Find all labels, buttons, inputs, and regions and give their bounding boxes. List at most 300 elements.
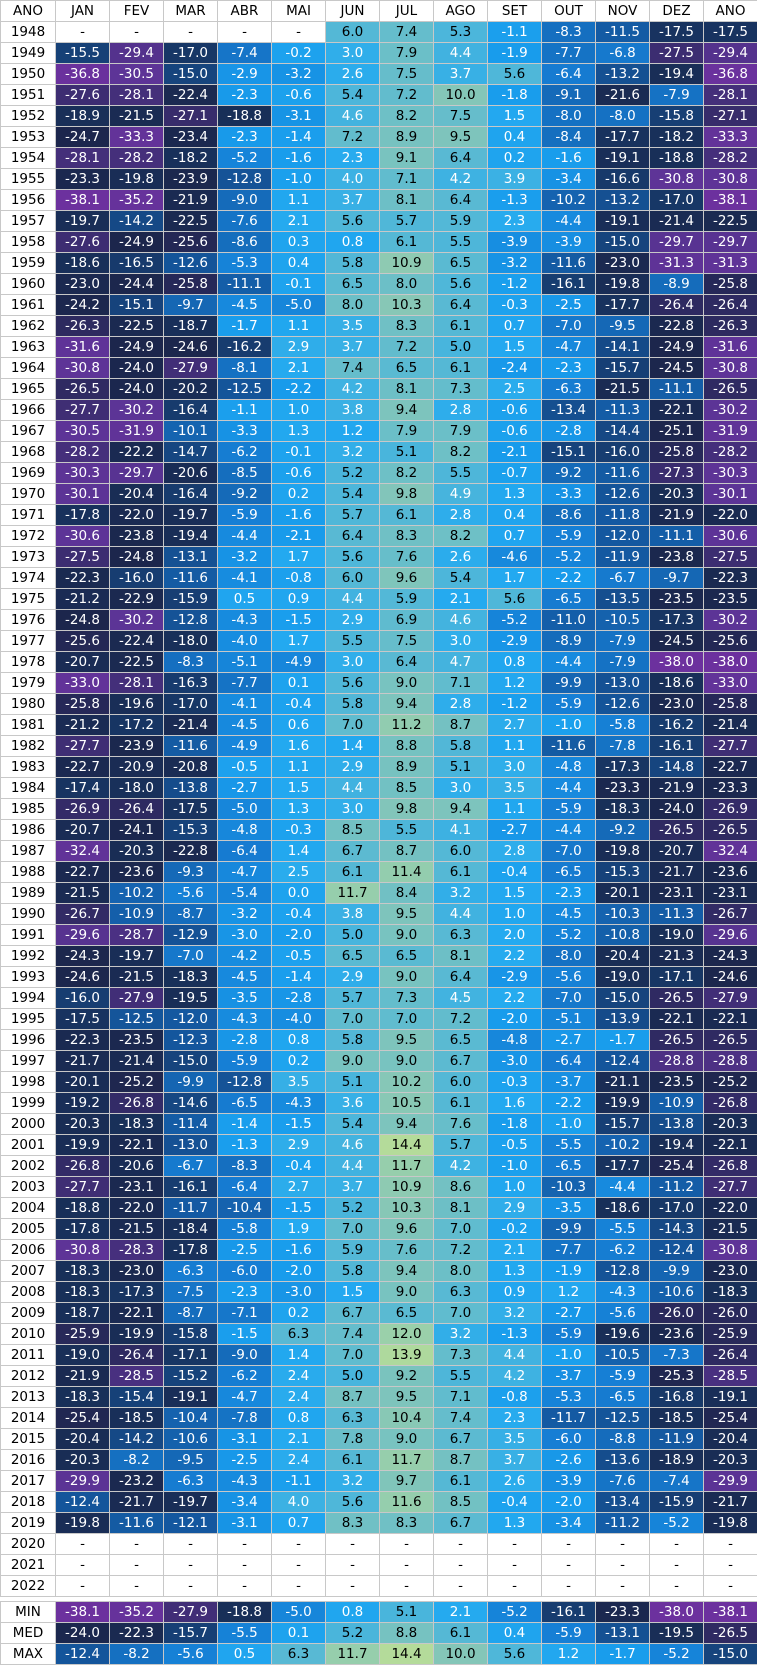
value-cell: 7.9 <box>380 421 434 442</box>
value-cell: 6.5 <box>380 358 434 379</box>
value-cell: 1.5 <box>272 778 326 799</box>
value-cell: -4.3 <box>596 1282 650 1303</box>
value-cell: 1.5 <box>488 106 542 127</box>
value-cell: -23.5 <box>650 1072 704 1093</box>
table-row <box>1 589 757 610</box>
value-cell: - <box>272 1576 326 1597</box>
value-cell: -29.9 <box>56 1471 110 1492</box>
value-cell: -28.2 <box>56 442 110 463</box>
value-cell: 6.0 <box>326 568 380 589</box>
value-cell: -1.4 <box>272 127 326 148</box>
value-cell: 5.3 <box>434 22 488 43</box>
table-row <box>1 1471 757 1492</box>
annual-value-cell: -21.5 <box>704 1219 757 1240</box>
value-cell: 7.2 <box>380 337 434 358</box>
value-cell: -12.0 <box>164 1009 218 1030</box>
value-cell: -0.5 <box>218 757 272 778</box>
value-cell: 5.7 <box>380 211 434 232</box>
value-cell: -17.1 <box>164 1345 218 1366</box>
value-cell: -5.6 <box>542 967 596 988</box>
value-cell: -20.6 <box>110 1156 164 1177</box>
value-cell: -11.6 <box>164 568 218 589</box>
value-cell: -25.6 <box>164 232 218 253</box>
value-cell: 7.0 <box>326 1219 380 1240</box>
value-cell: 3.5 <box>488 778 542 799</box>
value-cell: 2.1 <box>434 1602 488 1623</box>
value-cell: -12.5 <box>596 1408 650 1429</box>
value-cell: -28.5 <box>110 1366 164 1387</box>
value-cell: 6.5 <box>380 946 434 967</box>
value-cell: 6.1 <box>434 316 488 337</box>
year-cell: 1948 <box>1 22 56 43</box>
value-cell: -7.6 <box>218 211 272 232</box>
value-cell: -21.7 <box>650 862 704 883</box>
annual-value-cell: -15.0 <box>704 1644 757 1665</box>
year-cell: 2022 <box>1 1576 56 1597</box>
value-cell: -16.4 <box>164 484 218 505</box>
stat-label: MIN <box>1 1602 56 1623</box>
value-cell: -17.8 <box>56 505 110 526</box>
annual-value-cell: -26.3 <box>704 316 757 337</box>
value-cell: 0.2 <box>272 1051 326 1072</box>
value-cell: 7.1 <box>380 169 434 190</box>
value-cell: -2.2 <box>272 379 326 400</box>
value-cell: -15.1 <box>110 295 164 316</box>
value-cell: -21.9 <box>650 505 704 526</box>
value-cell: -6.2 <box>218 1366 272 1387</box>
year-cell: 2008 <box>1 1282 56 1303</box>
value-cell: 3.5 <box>488 1429 542 1450</box>
annual-value-cell: -20.3 <box>704 1114 757 1135</box>
table-row <box>1 127 757 148</box>
value-cell: -8.0 <box>542 946 596 967</box>
value-cell: 14.4 <box>380 1135 434 1156</box>
value-cell: -5.8 <box>596 715 650 736</box>
value-cell: -4.8 <box>542 757 596 778</box>
value-cell: 4.4 <box>326 778 380 799</box>
value-cell: -13.2 <box>596 190 650 211</box>
annual-value-cell: -27.7 <box>704 1177 757 1198</box>
value-cell: 2.1 <box>272 1429 326 1450</box>
value-cell: -15.7 <box>164 1623 218 1644</box>
table-row <box>1 904 757 925</box>
table-row <box>1 43 757 64</box>
value-cell: -35.2 <box>110 1602 164 1623</box>
value-cell: -15.0 <box>164 1051 218 1072</box>
value-cell: 13.9 <box>380 1345 434 1366</box>
value-cell: -12.9 <box>164 925 218 946</box>
value-cell: -24.8 <box>110 547 164 568</box>
value-cell: - <box>434 1555 488 1576</box>
year-cell: 2005 <box>1 1219 56 1240</box>
value-cell: -19.7 <box>164 505 218 526</box>
value-cell: -1.1 <box>218 400 272 421</box>
value-cell: -16.6 <box>596 169 650 190</box>
year-cell: 2007 <box>1 1261 56 1282</box>
value-cell: -6.3 <box>164 1471 218 1492</box>
value-cell: 7.8 <box>326 1429 380 1450</box>
value-cell: -2.0 <box>272 1261 326 1282</box>
value-cell: 2.9 <box>272 1135 326 1156</box>
value-cell: -3.7 <box>542 1072 596 1093</box>
value-cell: -18.8 <box>218 106 272 127</box>
table-row <box>1 505 757 526</box>
value-cell: 7.0 <box>326 1009 380 1030</box>
value-cell: 7.5 <box>434 106 488 127</box>
value-cell: -12.4 <box>596 1051 650 1072</box>
year-cell: 1982 <box>1 736 56 757</box>
value-cell: -17.7 <box>596 295 650 316</box>
value-cell: -20.3 <box>56 1450 110 1471</box>
value-cell: -8.8 <box>596 1429 650 1450</box>
value-cell: -27.6 <box>56 232 110 253</box>
value-cell: 7.1 <box>434 1387 488 1408</box>
year-cell: 1959 <box>1 253 56 274</box>
value-cell: -0.6 <box>488 400 542 421</box>
annual-value-cell: -25.8 <box>704 694 757 715</box>
value-cell: -0.2 <box>272 43 326 64</box>
table-row <box>1 1513 757 1534</box>
annual-value-cell: -33.3 <box>704 127 757 148</box>
value-cell: -1.3 <box>218 1135 272 1156</box>
year-cell: 2003 <box>1 1177 56 1198</box>
value-cell: 1.1 <box>488 799 542 820</box>
annual-value-cell: -29.7 <box>704 232 757 253</box>
annual-value-cell: -20.4 <box>704 1429 757 1450</box>
value-cell: 9.5 <box>380 1387 434 1408</box>
value-cell: -18.8 <box>56 1198 110 1219</box>
value-cell: -7.6 <box>596 1471 650 1492</box>
value-cell: -18.7 <box>164 316 218 337</box>
year-cell: 1971 <box>1 505 56 526</box>
table-row <box>1 946 757 967</box>
table-row <box>1 526 757 547</box>
value-cell: -12.8 <box>164 610 218 631</box>
value-cell: -6.2 <box>218 442 272 463</box>
annual-value-cell: -26.5 <box>704 1030 757 1051</box>
year-cell: 1986 <box>1 820 56 841</box>
value-cell: -5.3 <box>542 1387 596 1408</box>
value-cell: -18.6 <box>56 253 110 274</box>
value-cell: -32.4 <box>56 841 110 862</box>
value-cell: -13.5 <box>596 589 650 610</box>
value-cell: -22.5 <box>110 316 164 337</box>
value-cell: 5.4 <box>326 85 380 106</box>
annual-value-cell: -38.1 <box>704 190 757 211</box>
value-cell: -16.8 <box>650 1387 704 1408</box>
annual-value-cell: - <box>704 1576 757 1597</box>
value-cell: -13.1 <box>596 1623 650 1644</box>
table-row <box>1 778 757 799</box>
value-cell: -1.6 <box>542 148 596 169</box>
value-cell: 1.6 <box>488 1093 542 1114</box>
table-row <box>1 736 757 757</box>
table-row <box>1 1135 757 1156</box>
year-cell: 2018 <box>1 1492 56 1513</box>
value-cell: - <box>326 1576 380 1597</box>
annual-value-cell: -19.8 <box>704 1513 757 1534</box>
value-cell: -23.1 <box>650 883 704 904</box>
table-row <box>1 694 757 715</box>
value-cell: -14.4 <box>596 421 650 442</box>
value-cell: 9.2 <box>380 1366 434 1387</box>
value-cell: -4.0 <box>272 1009 326 1030</box>
value-cell: - <box>56 1534 110 1555</box>
value-cell: 2.8 <box>434 400 488 421</box>
value-cell: -30.1 <box>56 484 110 505</box>
table-row <box>1 400 757 421</box>
value-cell: -2.5 <box>542 295 596 316</box>
value-cell: -16.1 <box>542 274 596 295</box>
value-cell: -19.6 <box>110 694 164 715</box>
value-cell: -25.3 <box>650 1366 704 1387</box>
value-cell: -13.0 <box>164 1135 218 1156</box>
year-cell: 1991 <box>1 925 56 946</box>
table-row <box>1 1555 757 1576</box>
annual-value-cell: -28.5 <box>704 1366 757 1387</box>
value-cell: -18.2 <box>650 127 704 148</box>
value-cell: -7.0 <box>542 841 596 862</box>
value-cell: 11.7 <box>326 883 380 904</box>
value-cell: 1.2 <box>326 421 380 442</box>
year-cell: 2012 <box>1 1366 56 1387</box>
value-cell: -1.0 <box>542 1114 596 1135</box>
value-cell: -5.9 <box>542 1623 596 1644</box>
table-row <box>1 85 757 106</box>
value-cell: 1.1 <box>272 190 326 211</box>
table-row <box>1 1282 757 1303</box>
value-cell: -24.6 <box>56 967 110 988</box>
value-cell: -24.6 <box>164 337 218 358</box>
value-cell: 2.2 <box>488 988 542 1009</box>
table-row <box>1 1261 757 1282</box>
year-cell: 1992 <box>1 946 56 967</box>
value-cell: -18.8 <box>650 148 704 169</box>
annual-value-cell: -27.9 <box>704 988 757 1009</box>
year-cell: 1977 <box>1 631 56 652</box>
value-cell: 5.5 <box>434 232 488 253</box>
value-cell: -18.5 <box>650 1408 704 1429</box>
value-cell: -10.6 <box>650 1282 704 1303</box>
value-cell: 1.1 <box>272 757 326 778</box>
value-cell: -2.3 <box>218 127 272 148</box>
value-cell: -31.6 <box>56 337 110 358</box>
value-cell: 4.0 <box>326 169 380 190</box>
value-cell: -22.1 <box>110 1135 164 1156</box>
value-cell: 3.0 <box>326 799 380 820</box>
value-cell: -22.3 <box>56 568 110 589</box>
value-cell: 4.4 <box>326 589 380 610</box>
value-cell: -28.3 <box>110 1240 164 1261</box>
value-cell: 4.6 <box>326 1135 380 1156</box>
value-cell: -23.6 <box>650 1324 704 1345</box>
value-cell: -10.1 <box>164 421 218 442</box>
value-cell: 6.5 <box>326 946 380 967</box>
value-cell: 0.7 <box>488 316 542 337</box>
value-cell: -3.2 <box>488 253 542 274</box>
value-cell: 5.4 <box>434 568 488 589</box>
value-cell: 5.8 <box>326 1030 380 1051</box>
value-cell: - <box>164 1555 218 1576</box>
value-cell: -20.4 <box>596 946 650 967</box>
value-cell: -17.0 <box>650 190 704 211</box>
year-cell: 2013 <box>1 1387 56 1408</box>
value-cell: 5.6 <box>326 673 380 694</box>
value-cell: 3.5 <box>326 316 380 337</box>
value-cell: 9.0 <box>380 673 434 694</box>
value-cell: -4.9 <box>272 652 326 673</box>
value-cell: - <box>272 22 326 43</box>
value-cell: 10.0 <box>434 1644 488 1665</box>
annual-value-cell: -29.4 <box>704 43 757 64</box>
value-cell: 2.3 <box>488 211 542 232</box>
value-cell: -23.9 <box>164 169 218 190</box>
year-cell: 1953 <box>1 127 56 148</box>
value-cell: -27.1 <box>164 106 218 127</box>
value-cell: -11.0 <box>542 610 596 631</box>
value-cell: 6.1 <box>434 1623 488 1644</box>
value-cell: 9.4 <box>380 694 434 715</box>
value-cell: -18.3 <box>56 1387 110 1408</box>
value-cell: 5.6 <box>488 589 542 610</box>
value-cell: -0.4 <box>272 1156 326 1177</box>
value-cell: -22.5 <box>164 211 218 232</box>
table-row <box>1 1093 757 1114</box>
value-cell: 6.1 <box>326 1450 380 1471</box>
value-cell: 4.4 <box>488 1345 542 1366</box>
value-cell: 8.3 <box>380 316 434 337</box>
value-cell: -26.5 <box>650 988 704 1009</box>
value-cell: -13.2 <box>596 64 650 85</box>
value-cell: -1.7 <box>596 1644 650 1665</box>
value-cell: -27.7 <box>56 1177 110 1198</box>
value-cell: 1.1 <box>488 736 542 757</box>
value-cell: -21.4 <box>110 1051 164 1072</box>
value-cell: -5.1 <box>542 1009 596 1030</box>
table-row <box>1 1576 757 1597</box>
value-cell: 0.8 <box>272 1030 326 1051</box>
annual-value-cell: -28.2 <box>704 148 757 169</box>
year-cell: 1952 <box>1 106 56 127</box>
value-cell: -17.0 <box>650 1198 704 1219</box>
year-cell: 2014 <box>1 1408 56 1429</box>
value-cell: 2.5 <box>488 379 542 400</box>
value-cell: -12.8 <box>218 169 272 190</box>
value-cell: -4.7 <box>218 862 272 883</box>
value-cell: 9.5 <box>380 904 434 925</box>
value-cell: -19.9 <box>110 1324 164 1345</box>
value-cell: 0.3 <box>272 232 326 253</box>
value-cell: 9.4 <box>380 400 434 421</box>
annual-value-cell: -22.1 <box>704 1135 757 1156</box>
value-cell: -1.1 <box>272 1471 326 1492</box>
value-cell: -4.9 <box>218 736 272 757</box>
value-cell: -17.8 <box>164 1240 218 1261</box>
value-cell: 2.4 <box>272 1387 326 1408</box>
year-cell: 1995 <box>1 1009 56 1030</box>
year-cell: 1983 <box>1 757 56 778</box>
value-cell: -21.6 <box>596 85 650 106</box>
value-cell: -22.3 <box>56 1030 110 1051</box>
annual-value-cell: -17.5 <box>704 22 757 43</box>
value-cell: 5.8 <box>326 694 380 715</box>
value-cell: -18.0 <box>164 631 218 652</box>
value-cell: - <box>164 1576 218 1597</box>
value-cell: 2.1 <box>272 211 326 232</box>
value-cell: -6.3 <box>542 379 596 400</box>
annual-value-cell: -22.3 <box>704 568 757 589</box>
value-cell: 9.5 <box>380 1030 434 1051</box>
value-cell: -24.5 <box>650 631 704 652</box>
annual-value-cell: -28.1 <box>704 85 757 106</box>
value-cell: 8.1 <box>434 1198 488 1219</box>
value-cell: -8.0 <box>596 106 650 127</box>
annual-value-cell: -30.8 <box>704 358 757 379</box>
value-cell: -18.7 <box>56 1303 110 1324</box>
value-cell: -4.8 <box>218 820 272 841</box>
value-cell: -21.5 <box>110 967 164 988</box>
value-cell: -24.5 <box>650 358 704 379</box>
value-cell: -3.2 <box>272 64 326 85</box>
value-cell: 3.2 <box>434 1324 488 1345</box>
value-cell: -2.5 <box>218 1450 272 1471</box>
value-cell: 5.8 <box>434 736 488 757</box>
value-cell: -26.4 <box>650 295 704 316</box>
value-cell: 0.7 <box>488 526 542 547</box>
value-cell: -5.2 <box>542 925 596 946</box>
value-cell: -1.8 <box>488 85 542 106</box>
value-cell: -14.3 <box>650 1219 704 1240</box>
value-cell: -18.8 <box>218 1602 272 1623</box>
annual-value-cell: -26.5 <box>704 379 757 400</box>
value-cell: 1.2 <box>542 1282 596 1303</box>
value-cell: -0.4 <box>488 862 542 883</box>
value-cell: -14.2 <box>110 1429 164 1450</box>
value-cell: 7.4 <box>434 1408 488 1429</box>
value-cell: -19.8 <box>596 841 650 862</box>
value-cell: -7.4 <box>218 43 272 64</box>
value-cell: -18.6 <box>650 673 704 694</box>
year-cell: 1981 <box>1 715 56 736</box>
value-cell: -9.1 <box>542 85 596 106</box>
value-cell: -20.3 <box>110 841 164 862</box>
value-cell: 0.2 <box>272 484 326 505</box>
value-cell: 5.0 <box>326 925 380 946</box>
value-cell: 1.4 <box>272 1345 326 1366</box>
value-cell: 8.3 <box>326 1513 380 1534</box>
value-cell: -6.3 <box>164 1261 218 1282</box>
table-row <box>1 1387 757 1408</box>
table-row <box>1 148 757 169</box>
value-cell: 5.1 <box>380 1602 434 1623</box>
value-cell: -4.8 <box>488 1030 542 1051</box>
header-month: SET <box>488 1 542 22</box>
header-month: MAI <box>272 1 326 22</box>
value-cell: -11.6 <box>596 463 650 484</box>
value-cell: -7.0 <box>542 988 596 1009</box>
value-cell: -13.4 <box>542 400 596 421</box>
value-cell: -10.8 <box>596 925 650 946</box>
table-row <box>1 442 757 463</box>
value-cell: 4.2 <box>488 1366 542 1387</box>
year-cell: 2011 <box>1 1345 56 1366</box>
value-cell: -0.7 <box>488 463 542 484</box>
value-cell: -30.6 <box>56 526 110 547</box>
annual-value-cell: -26.5 <box>704 1623 757 1644</box>
value-cell: -8.2 <box>110 1644 164 1665</box>
value-cell: -6.4 <box>218 841 272 862</box>
value-cell: -10.5 <box>596 1345 650 1366</box>
